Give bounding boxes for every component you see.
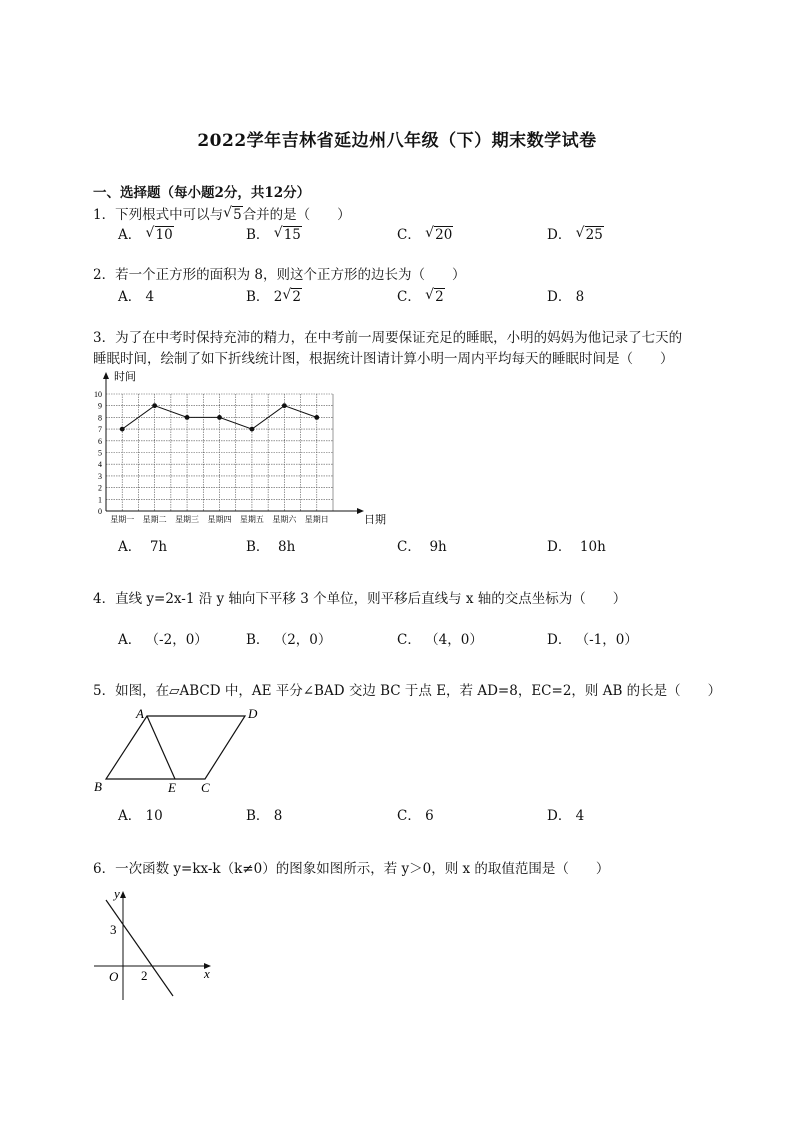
parallelogram-abcd	[106, 716, 245, 779]
y-tick-label: 7	[98, 425, 102, 435]
label-a: A	[136, 706, 144, 721]
q5-option-c: C． 6	[397, 808, 434, 824]
question-2: 2．若一个正方形的面积为 8，则这个正方形的边长为（ ）	[93, 267, 466, 283]
x-tick-label: 星期一	[110, 515, 135, 524]
q4-option-c: C． （4，0）	[397, 632, 483, 648]
question-5: 5．如图，在▱ABCD 中，AE 平分∠BAD 交边 BC 于点 E，若 AD=8，EC=2，则 AB 的长是（ ）	[93, 683, 722, 699]
chart-ticks	[94, 390, 329, 524]
x-tick-label: 星期三	[175, 515, 200, 524]
q4-option-d: D． （-1，0）	[547, 632, 638, 648]
q2-option-a: A． 4	[118, 289, 155, 305]
y-tick-label: 10	[94, 390, 102, 399]
data-point	[282, 403, 287, 408]
y-tick-label: 2	[98, 483, 102, 493]
y-tick-label: 1	[98, 495, 102, 505]
data-point	[217, 415, 222, 420]
parallelogram-figure	[90, 702, 270, 798]
q1-option-c: C． √ 20	[397, 225, 453, 243]
data-point	[185, 415, 190, 420]
graph-y-arrow-icon	[120, 891, 126, 898]
question-4: 4．直线 y=2x-1 沿 y 轴向下平移 3 个单位，则平移后直线与 x 轴的交点坐标为（ ）	[93, 591, 627, 607]
q1-option-a: A． √ 10	[118, 225, 173, 243]
x-tick-label: 星期六	[272, 515, 297, 524]
x-tick-label: 星期五	[239, 515, 264, 524]
graph-label-x-intercept: 2	[141, 968, 148, 983]
y-tick-label: 6	[98, 436, 102, 446]
x-tick-label: 星期二	[142, 515, 167, 524]
x-axis-label: 日期	[364, 514, 386, 526]
label-d: D	[248, 706, 258, 721]
question-6: 6．一次函数 y=kx-k（k≠0）的图象如图所示，若 y＞0，则 x 的取值范围是（ ）	[93, 861, 610, 877]
page-title: 2022学年吉林省延边州八年级（下）期末数学试卷	[197, 131, 597, 151]
q2-option-d: D． 8	[547, 289, 585, 305]
chart-grid	[106, 394, 333, 511]
label-c: C	[201, 780, 210, 795]
q3-option-a: A． 7h	[118, 539, 168, 555]
x-axis-arrow-icon	[357, 508, 364, 514]
sleep-line-chart	[88, 366, 398, 530]
label-e: E	[168, 780, 176, 795]
y-tick-label: 5	[98, 448, 102, 458]
graph-label-y: y	[114, 888, 120, 901]
data-point	[120, 427, 125, 432]
section-heading: 一、选择题（每小题2分，共12分）	[93, 185, 311, 201]
data-point	[250, 427, 255, 432]
label-b: B	[94, 779, 102, 794]
q5-option-a: A． 10	[118, 808, 163, 824]
q2-option-c: C． √ 2	[397, 287, 444, 305]
y-tick-label: 4	[98, 460, 102, 470]
graph-label-x: x	[204, 966, 210, 981]
graph-label-y-intercept: 3	[110, 922, 117, 937]
chart-axes	[103, 369, 386, 526]
graph-label-origin: O	[109, 969, 119, 984]
y-tick-label: 8	[98, 413, 102, 423]
q2-option-b: B． 2 √ 2	[246, 287, 301, 305]
question-3-line-2: 睡眠时间，绘制了如下折线统计图，根据统计图请计算小明一周内平均每天的睡眠时间是（ ）	[93, 351, 674, 367]
data-point	[152, 403, 157, 408]
q1-option-d: D． √ 25	[547, 225, 603, 243]
q4-option-a: A． （-2，0）	[118, 632, 208, 648]
q5-option-b: B． 8	[246, 808, 283, 824]
y-tick-label: 3	[98, 471, 102, 481]
q5-option-d: D． 4	[547, 808, 585, 824]
linear-function-figure	[90, 888, 230, 1006]
q3-option-d: D． 10h	[547, 539, 606, 555]
q3-option-b: B． 8h	[246, 539, 296, 555]
sqrt-5: √ 5	[223, 205, 242, 223]
x-tick-label: 星期日	[304, 515, 329, 524]
segment-ae	[147, 716, 175, 779]
x-tick-label: 星期四	[207, 515, 232, 524]
y-tick-label: 9	[98, 401, 102, 411]
q1-option-b: B． √ 15	[246, 225, 301, 243]
q3-option-c: C． 9h	[397, 539, 447, 555]
question-3-line-1: 3．为了在中考时保持充沛的精力，在中考前一周要保证充足的睡眠，小明的妈妈为他记录了七天的	[93, 330, 683, 346]
y-axis-arrow-icon	[103, 372, 109, 379]
y-axis-label: 时间	[114, 371, 136, 383]
question-1-text-post: 合并的是（ ）	[242, 207, 351, 223]
data-point	[314, 415, 319, 420]
question-1	[93, 203, 351, 223]
question-1-text-pre: 1．下列根式中可以与	[93, 207, 224, 223]
q4-option-b: B． （2，0）	[246, 632, 332, 648]
y-tick-label: 0	[98, 507, 102, 516]
